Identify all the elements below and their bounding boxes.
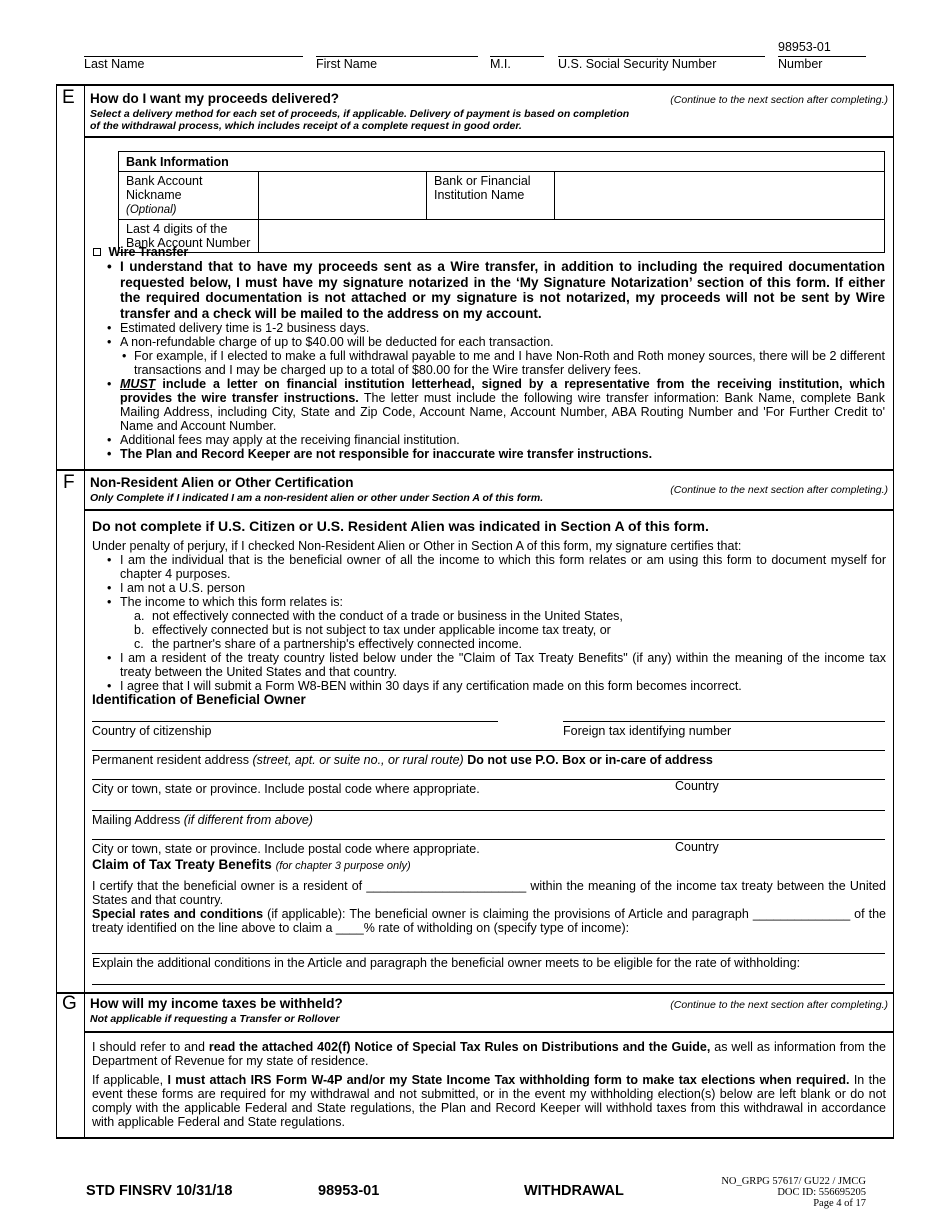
section-g-title: How will my income taxes be withheld? [90,996,343,1011]
footer-codes [721,1176,866,1209]
foreign-tax-id-field[interactable] [563,721,885,738]
nra-intro: Under penalty of perjury, if I checked Non-Resident Alien or Other in Section A of this form, my signature certifies that: [92,539,742,553]
bank-last4-label: Last 4 digits of the Bank Account Number [119,220,259,253]
footer-form-number: 98953-01 [318,1183,380,1199]
footer-doc-id: DOC ID: 556695205 [777,1187,866,1198]
nra-bullet-treaty-resident: • I am a resident of the treaty country listed below under the "Claim of Tax Treaty Benefits" (if any) within the meaning of the income tax treaty between the United States and that country. [120,651,886,679]
section-g-continue-note: (Continue to the next section after completing.) [670,999,888,1011]
bank-info-heading: Bank Information [119,152,885,172]
section-f-warning: Do not complete if U.S. Citizen or U.S. Resident Alien was indicated in Section A of this form. [92,518,709,534]
wire-bullet-additional-fees: • Additional fees may apply at the receiving financial institution. [120,433,885,447]
footer-page-number: Page 4 of 17 [813,1198,866,1209]
bank-institution-field[interactable] [555,172,885,220]
section-f-continue-note: (Continue to the next section after completing.) [670,484,888,496]
tax-paragraph-402f: I should refer to and read the attached 402(f) Notice of Special Tax Rules on Distributions and the Guide, as well as information from the Department of Revenue for my state of residence. [92,1040,886,1068]
mailing-address-field[interactable]: Mailing Address (if different from above) [92,810,885,827]
country-citizenship-field[interactable] [92,721,498,738]
wire-bullet-letter: • MUST include a letter on financial institution letterhead, signed by a representative from the receiving institution, which provides the wire transfer instructions. The letter must include the following wire transfer information: Bank Name, complete Bank Mailing Address, including City, State and Zip Code, Account Name, Account Number, ABA Routing Number and 'For Further Credit to' Name and Account Number. [120,377,885,433]
section-e-letter: E [62,87,75,108]
footer-std-finsrv: STD FINSRV 10/31/18 [86,1183,233,1199]
last-name-label: Last Name [84,57,145,71]
nra-income-a: a. not effectively connected with the conduct of a trade or business in the United States, [134,609,623,623]
wire-transfer-block [93,245,885,461]
permanent-address-field[interactable]: Permanent resident address (street, apt. or suite no., or rural route) Do not use P.O. Box or in-care of address [92,750,885,767]
header-form-number: 98953-01 [778,40,831,54]
nra-certification-list [92,539,886,693]
nra-bullet-not-us-person: • I am not a U.S. person [120,581,886,595]
first-name-label: First Name [316,57,378,71]
wire-bullet-notarized: • I understand that to have my proceeds sent as a Wire transfer, in addition to including the required documentation requested below, I must have my signature notarized in the ‘My Signature Notarization’ section of this form. If either the required documentation is not attached or my signature is not notarized, my proceeds will not be sent by Wire transfer and a check will be mailed to the address on my account. [120,259,885,321]
ssn-label: U.S. Social Security Number [558,57,717,71]
mailing-country-label: Country [675,840,719,854]
foreign-tax-id-label: Foreign tax identifying number [563,724,732,738]
treaty-explain-field[interactable]: Explain the additional conditions in the Article and paragraph the beneficial owner meets to be eligible for the rate of withholding: [92,953,885,970]
treaty-explain-line[interactable] [92,984,885,985]
mi-label: M.I. [490,57,511,71]
nra-income-c: c. the partner's share of a partnership's effectively connected income. [134,637,523,651]
nra-bullet-beneficial-owner: • I am the individual that is the beneficial owner of all the income to which this form relates or am using this form to document myself for chapter 4 purposes. [120,553,886,581]
wire-bullet-not-responsible: • The Plan and Record Keeper are not responsible for inaccurate wire transfer instructions. [120,447,885,461]
wire-transfer-label: Wire Transfer [108,245,189,259]
treaty-certify-text: I certify that the beneficial owner is a resident of _______________________ within the meaning of the income tax treaty between the United States and that country. [92,879,886,907]
section-f-title: Non-Resident Alien or Other Certification [90,475,354,490]
section-e-subtitle: Select a delivery method for each set of proceeds, if applicable. Delivery of payment is based on completion of the withdrawal process, which includes receipt of a complete request in good order. [90,108,630,132]
treaty-heading: Claim of Tax Treaty Benefits (for chapter 3 purpose only) [92,857,411,872]
identification-heading: Identification of Beneficial Owner [92,692,306,707]
footer-withdrawal: WITHDRAWAL [524,1183,624,1199]
section-g-subtitle: Not applicable if requesting a Transfer or Rollover [90,1013,340,1025]
wire-bullet-delivery-time: • Estimated delivery time is 1-2 business days. [120,321,885,335]
section-e-continue-note: (Continue to the next section after completing.) [670,94,888,106]
nra-income-b: b. effectively connected but is not subject to tax under applicable income tax treaty, or [134,623,611,637]
bank-nickname-field[interactable] [259,172,427,220]
tax-paragraph-w4p: If applicable, I must attach IRS Form W-4P and/or my State Income Tax withholding form to make tax elections when required. In the event these forms are required for my withdrawal and not submitted, or in the event my withholding election(s) below are left blank or do not comply with the applicable Federal and State regulations, the Plan and Record Keeper will withhold taxes from this withdrawal in accordance with applicable Federal and State regulations. [92,1073,886,1129]
nra-bullet-income: • The income to which this form relates is: a. not effectively connected with the conduct of a trade or business in the United States, b. effectively connected but is not subject to tax under applicable income tax treaty, or c. the partner's share of a partnership's effectively connected income. [120,595,886,651]
wire-bullet-charge-example: • For example, if I elected to make a full withdrawal payable to me and I have Non-Roth and Roth money sources, there will be 2 different transactions and I may be charged up to a total of $80.00 for the Wire transfer delivery fees. [134,349,885,377]
section-f-subtitle: Only Complete if I indicated I am a non-resident alien or other under Section A of this form. [90,492,544,504]
bank-institution-label: Bank or Financial Institution Name [427,172,555,220]
section-f-letter: F [63,472,75,493]
wire-bullet-charge: • A non-refundable charge of up to $40.00 will be deducted for each transaction. • For example, if I elected to make a full withdrawal payable to me and I have Non-Roth and Roth money sources, there will be 2 different transactions and I may be charged up to a total of $80.00 for the Wire transfer delivery fees. [120,335,885,377]
wire-transfer-checkbox[interactable] [93,248,101,256]
bank-information-table [118,151,885,253]
bank-nickname-label: Bank Account Nickname (Optional) [119,172,259,220]
country-citizenship-label: Country of citizenship [92,724,212,738]
city-province-field[interactable]: City or town, state or province. Include postal code where appropriate. [92,779,885,796]
footer-grpg-code: NO_GRPG 57617/ GU22 / JMCG [721,1176,866,1187]
mailing-city-province-field[interactable]: City or town, state or province. Include postal code where appropriate. [92,839,885,856]
country-label: Country [675,779,719,793]
nra-bullet-w8ben: • I agree that I will submit a Form W8-BEN within 30 days if any certification made on this form becomes incorrect. [120,679,886,693]
number-label: Number [778,57,823,71]
section-e-title: How do I want my proceeds delivered? [90,91,340,106]
section-g-letter: G [62,993,77,1014]
special-rates-text: Special rates and conditions (if applicable): The beneficial owner is claiming the provisions of Article and paragraph ______________ of the treaty identified on the line above to claim a ____% rate of witholding on (specify type of income): [92,907,886,935]
